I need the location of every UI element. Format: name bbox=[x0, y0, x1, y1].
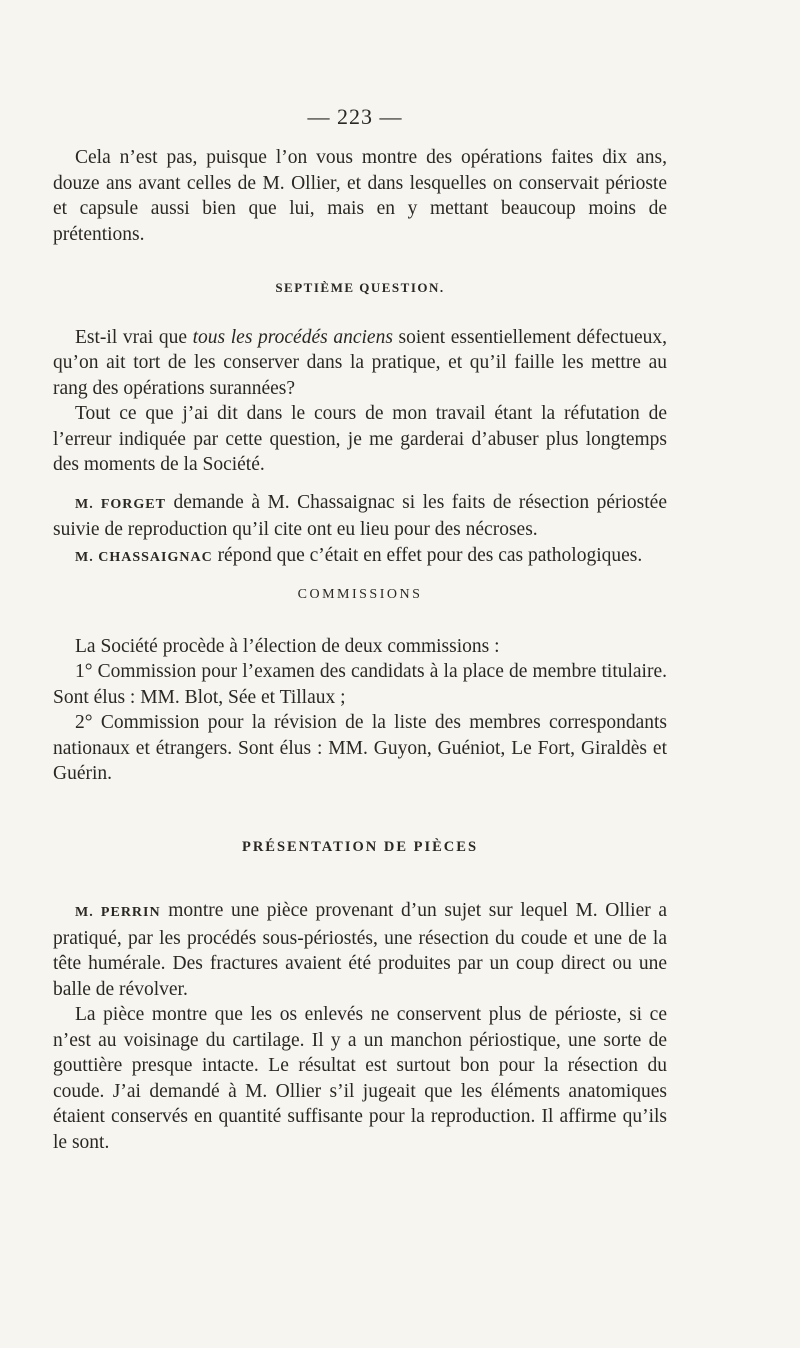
paragraph-chassaignac bbox=[53, 543, 667, 571]
paragraph-la-piece: La pièce montre que les os enlevés ne conservent plus de périoste, si ce n’est au voisinage du cartilage. Il y a un manchon périostique, une sorte de gouttière presque intacte. Le résultat est surtout bon pour la résection du coude. J’ai demandé à M. Ollier s’il jugeait que les éléments anatomiques étaient conservés en quantité suffisante pour la reproduction. Il affirme qu’ils le sont. bbox=[53, 1004, 667, 1153]
heading-septieme-question: SEPTIÈME QUESTION. bbox=[275, 280, 445, 295]
paragraph-commission-2: 2° Commission pour la révision de la liste des membres correspondants nationaux et étrangers. Sont élus : MM. Guyon, Guéniot, Le Fort, Giraldès et Guérin. bbox=[53, 712, 667, 784]
speaker-forget: M. FORGET bbox=[75, 496, 166, 512]
page-number: — 223 — bbox=[307, 104, 403, 129]
heading-presentation-pieces: PRÉSENTATION DE PIÈCES bbox=[241, 838, 479, 855]
perrin-text: montre une pièce provenant d’un sujet sur lequel M. Ollier a pratiqué, par les procédés sous-périostés, une résection du coude et une de la tête humérale. Des fractures avaient été produites par un coup direct ou une balle de révolver. bbox=[53, 900, 667, 1000]
chassaignac-text: répond que c’était en effet pour des cas pathologiques. bbox=[212, 544, 643, 566]
paragraph-tout-ce-que: Tout ce que j’ai dit dans le cours de mon travail étant la réfutation de l’erreur indiquée par cette question, je me garderai d’abuser plus longtemps des moments de la Société. bbox=[53, 403, 667, 475]
paragraph-commission-1: 1° Commission pour l’examen des candidats à la place de membre titulaire. Sont élus : MM. Blot, Sée et Tillaux ; bbox=[53, 661, 667, 708]
paragraph-forget bbox=[53, 490, 667, 543]
paragraph-election: La Société procède à l’élection de deux commissions : bbox=[75, 635, 500, 657]
heading-commissions: COMMISSIONS bbox=[297, 587, 423, 602]
forget-text: demande à M. Chassaignac si les faits de résection périostée suivie de reproduction qu’il cite ont eu lieu pour des nécroses. bbox=[53, 491, 667, 540]
question-text-start: Est-il vrai que bbox=[75, 326, 193, 348]
speaker-chassaignac: M. CHASSAIGNAC bbox=[75, 549, 213, 565]
paragraph-question bbox=[53, 325, 667, 402]
paragraph-perrin bbox=[53, 898, 667, 1002]
speaker-perrin: M. PERRIN bbox=[75, 905, 161, 920]
question-emphasis: tous les procédés anciens bbox=[192, 326, 393, 348]
question-text-end: soient essentiellement défectueux, qu’on ait tort de les conserver dans la pratique, et qu’il faille les mettre au rang des opérations surannées? bbox=[53, 326, 667, 399]
paragraph-cela: Cela n’est pas, puisque l’on vous montre des opérations faites dix ans, douze ans avant celles de M. Ollier, et dans lesquelles on conservait périoste et capsule aussi bien que lui, mais en y mettant beaucoup moins de prétentions. bbox=[53, 147, 667, 245]
text-column bbox=[53, 145, 667, 1155]
